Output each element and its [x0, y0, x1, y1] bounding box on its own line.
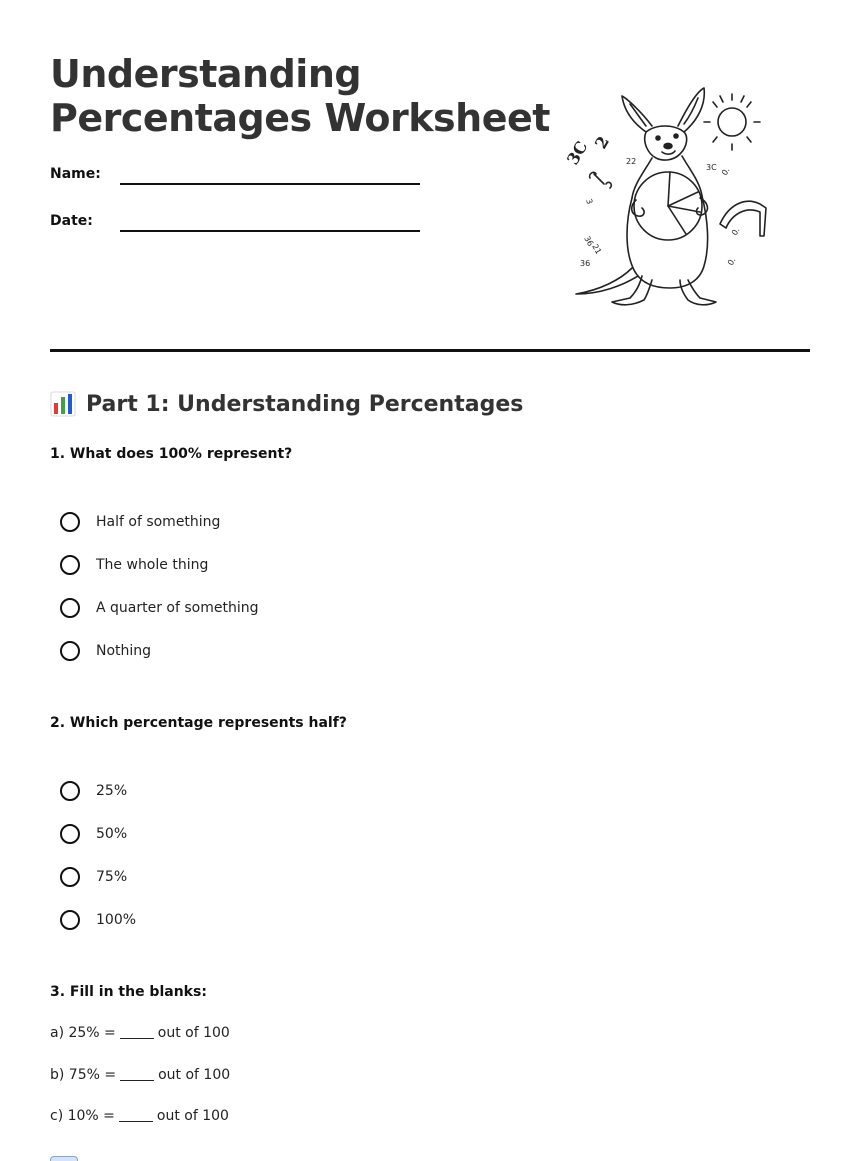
- q2-option-4[interactable]: [60, 907, 136, 933]
- date-label: Date:: [50, 213, 93, 229]
- blank-prefix: b) 75% =: [50, 1067, 117, 1083]
- part1-heading: [50, 388, 523, 420]
- svg-text:0.: 0.: [729, 225, 742, 237]
- svg-text:36: 36: [580, 259, 591, 268]
- radio-button[interactable]: [60, 824, 80, 844]
- kangaroo-with-pie-chart-illustration: [560, 80, 800, 320]
- fill-blank-c: [50, 1108, 229, 1124]
- radio-button[interactable]: [60, 641, 80, 661]
- q2-option-1[interactable]: [60, 778, 127, 804]
- option-label: The whole thing: [96, 557, 209, 573]
- radio-button[interactable]: [60, 781, 80, 801]
- option-label: Half of something: [96, 514, 221, 530]
- svg-text:22: 22: [626, 157, 637, 166]
- blank-prefix: a) 25% =: [50, 1025, 116, 1041]
- name-label: Name:: [50, 166, 101, 182]
- blank-suffix: out of 100: [158, 1067, 231, 1083]
- name-field: [50, 166, 430, 190]
- radio-button[interactable]: [60, 598, 80, 618]
- svg-text:21: 21: [590, 242, 604, 256]
- fill-blank-a: [50, 1025, 230, 1041]
- q1-option-2[interactable]: [60, 552, 208, 578]
- radio-button[interactable]: [60, 867, 80, 887]
- date-field: [50, 213, 430, 237]
- svg-text:0.: 0.: [719, 165, 732, 177]
- svg-text:2: 2: [591, 132, 614, 152]
- option-label: 75%: [96, 869, 128, 885]
- question-3: 3. Fill in the blanks:: [50, 984, 207, 1000]
- option-label: A quarter of something: [96, 600, 259, 616]
- svg-text:3C: 3C: [706, 163, 717, 172]
- option-label: 50%: [96, 826, 128, 842]
- svg-text:0.: 0.: [725, 255, 738, 267]
- pie-chart-icon: [634, 172, 702, 240]
- next-section-button[interactable]: [50, 1156, 78, 1161]
- page-title: Understanding Percentages Worksheet: [50, 52, 550, 140]
- q1-option-3[interactable]: [60, 595, 259, 621]
- radio-button[interactable]: [60, 555, 80, 575]
- q2-option-2[interactable]: [60, 821, 127, 847]
- blank-input[interactable]: [120, 1037, 154, 1039]
- header-divider: [50, 349, 810, 352]
- option-label: Nothing: [96, 643, 152, 659]
- sun-icon: [704, 94, 760, 150]
- option-label: 100%: [96, 912, 137, 928]
- blank-input[interactable]: [120, 1079, 154, 1081]
- blank-suffix: out of 100: [156, 1108, 229, 1124]
- svg-text:36: 36: [582, 234, 596, 248]
- q2-option-3[interactable]: [60, 864, 127, 890]
- radio-button[interactable]: [60, 512, 80, 532]
- part1-title: Part 1: Understanding Percentages: [86, 391, 524, 417]
- radio-button[interactable]: [60, 910, 80, 930]
- q1-option-1[interactable]: [60, 509, 220, 535]
- blank-prefix: c) 10% =: [50, 1108, 115, 1124]
- question-1: 1. What does 100% represent?: [50, 446, 293, 462]
- blank-input[interactable]: [119, 1120, 153, 1122]
- name-input-line[interactable]: [120, 183, 420, 185]
- bar-chart-icon: [50, 391, 76, 417]
- date-input-line[interactable]: [120, 230, 420, 232]
- question-2: 2. Which percentage represents half?: [50, 715, 347, 731]
- svg-text:3: 3: [584, 197, 595, 206]
- option-label: 25%: [96, 783, 128, 799]
- fill-blank-b: [50, 1067, 230, 1083]
- svg-text:3C: 3C: [563, 137, 592, 168]
- q1-option-4[interactable]: [60, 638, 151, 664]
- blank-suffix: out of 100: [157, 1025, 230, 1041]
